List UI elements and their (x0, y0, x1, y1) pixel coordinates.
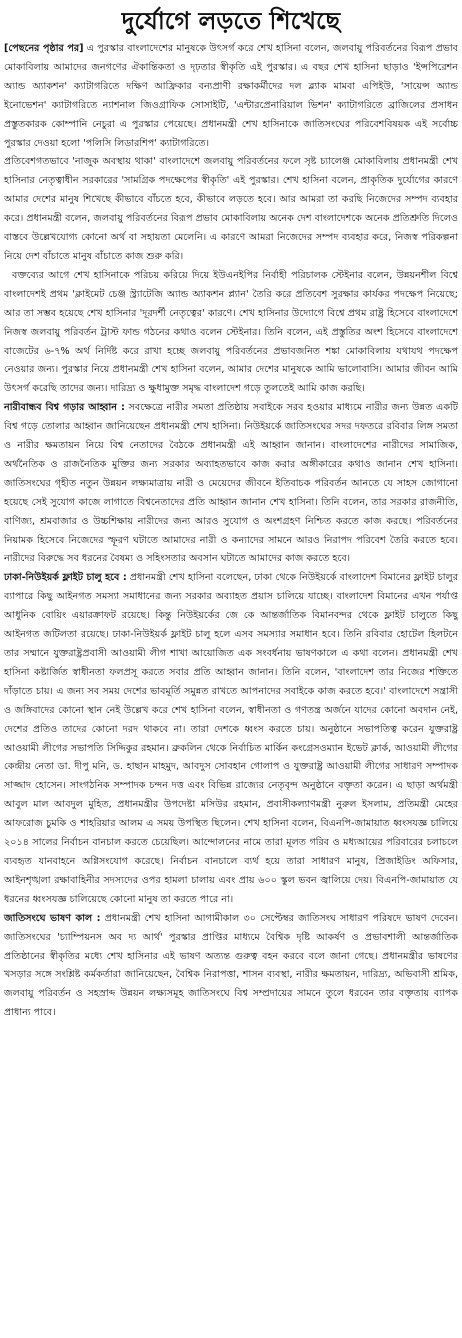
paragraph-text: প্রতিবেশগতভাবে 'নাজুক অবস্থায় থাকা' বাংলাদেশে জলবায়ু পরিবর্তনের ফলে সৃষ্ট চ্যালেঞ্জ মোকাবিলায় প্রধানমন্ত্রী শেখ হাসিনার নেতৃত্বাধীন সরকারের 'সামগ্রিক পদক্ষেপের স্বীকৃতি' এই পুরস্কার। শেখ হাসিনা বলেন, প্রাকৃতিক দুর্যোগের কারণে আমার দেশের মানুষ শিখেছে কীভাবে বাঁচতে হবে, কীভাবে লড়তে হবে। আর আমরা তা করছি নিজেদের সম্পদ ব্যবহার করে। প্রধানমন্ত্রী বলেন, জলবায়ু পরিবর্তনের বিরূপ প্রভাব মোকাবিলায় অনেক দেশ বাংলাদেশকে অনেক প্রতিশ্রুতি দিলেও বাস্তবে উল্লেখযোগ্য কোনো অর্থ বা সহায়তা মেলেনি। এ কারণে আমরা নিজেদের সম্পদ ব্যবহার করে, নিজস্ব পরিকল্পনা নিয়ে দেশ বাঁচাতে মানুষ বাঁচাতে কাজ শুরু করি। (4, 156, 458, 262)
continuation-kicker: [পেছনের পৃষ্ঠার পর] (4, 43, 84, 54)
article-paragraph-3 (4, 267, 458, 399)
article-paragraph-5 (4, 569, 458, 909)
paragraph-text: বক্তব্যের আগে শেখ হাসিনাকে পরিচয় করিয়ে দিয়ে ইউএনইপির নির্বাহী পরিচালক স্টেইনার বলেন, উন্নয়নশীল বিশ্বে বাংলাদেশই প্রথম 'ক্লাইমেট চেঞ্জ স্ট্র্যাটেজি অ্যান্ড অ্যাকশন প্ল্যান' তৈরি করে প্রতিবেশ সুরক্ষার কার্যকর পদক্ষেপ নিয়েছে; আর তা সম্ভব হয়েছে শেখ হাসিনার 'দূরদর্শী নেতৃত্বের' কারণে। শেখ হাসিনার উদ্যোগে বিশ্বে প্রথম রাষ্ট্র হিসেবে বাংলাদেশে নিজস্ব জলবায়ু পরিবর্তন ট্রাস্ট ফান্ড গঠনের কথাও বলেন স্টেইনার। তিনি বলেন, এই প্রস্তুতির অংশ হিসেবে বাংলাদেশে বাজেটের ৬-৭% অর্থ নির্দিষ্ট করে রাখা হচ্ছে জলবায়ু পরিবর্তনের প্রভাবজনিত শঙ্কা মোকাবিলায় যথাযথ পদক্ষেপ নেওয়ার জন্য। পুরস্কার নিয়ে প্রধানমন্ত্রী শেখ হাসিনা বলেন, আমার দেশের মানুষকে আমি ভালোবাসি। আমার জীবন আমি উৎসর্গ করেছি তাদের জন্য। দারিদ্র্য ও ক্ষুধামুক্ত সমৃদ্ধ বাংলাদেশ গড়ে তুলতেই আমি কাজ করছি। (4, 269, 458, 395)
news-article (4, 0, 458, 1338)
article-body (4, 40, 458, 1023)
section-lead-in: ঢাকা-নিউইয়র্ক ফ্লাইট চালু হবে : (4, 572, 127, 584)
paragraph-text: প্রধানমন্ত্রী শেখ হাসিনা বলেছেন, ঢাকা থেকে নিউইয়র্কে বাংলাদেশ বিমানের ফ্লাইট চালুর ব্যাপারে কিছু আইনগত সমস্যা সমাধানের জন্য সরকার অব্যাহত প্রয়াস চালিয়ে যাচ্ছে। বাংলাদেশ বিমানের এখন পর্যাপ্ত আধুনিক বোয়িং এয়ারক্রাফট রয়েছে। কিন্তু নিউইয়র্কের জে কে আন্তর্জাতিক বিমানবন্দর থেকে ফ্লাইট চালুতে কিছু আইনগত জটিলতা রয়েছে। ঢাকা-নিউইয়র্ক ফ্লাইট চালু হলে এসব সমস্যার সমাধান হবে। তিনি রবিবার হোটেল হিলটনে তার সম্মানে যুক্তরাষ্ট্রপ্রবাসী আওয়ামী লীগ শাখা আয়োজিত এক সংবর্ধনায় ভাষণকালে এ কথা বলেন। প্রধানমন্ত্রী শেখ হাসিনা কষ্টার্জিত স্বাধীনতা ফলপ্রসূ করতে সবার প্রতি আহ্বান জানান। তিনি বলেন, 'বাংলাদেশ তার নিজের শক্তিতে দাঁড়াতে চায়। এ জন্য সব সময় দেশের ভাবমূর্তি সমুন্নত রাখতে আপনাদের সবাইকে কাজ করতে হবে।' বাংলাদেশে সন্ত্রাসী ও জঙ্গিবাদের কোনো স্থান নেই উল্লেখ করে শেখ হাসিনা বলেন, স্বাধীনতা ও গণতন্ত্র অর্জনে যাদের কোনো অবদান নেই, দেশের প্রতিও তাদের কোনো দরদ থাকবে না। তারা দেশকে ধ্বংস করতে চায়। অনুষ্ঠানে সভাপতিত্ব করেন যুক্তরাষ্ট্র আওয়ামী লীগের সভাপতি সিদ্দিকুর রহমান। ব্রুকলিন থেকে নির্বাচিত মার্কিন কংগ্রেসওম্যান ইভেট ক্লার্ক, আওয়ামী লীগের কেন্দ্রীয় নেতা ডা. দীপু মনি, ড. হাছান মাহমুদ, আবদুস সোবহান গোলাপ ও যুক্তরাষ্ট্র আওয়ামী লীগের সাধারণ সম্পাদক সাজ্জাদ হোসেন। সাংগঠনিক সম্পাদক চন্দন দত্ত এবং বিভিন্ন রাজ্যের নেতৃবৃন্দ অনুষ্ঠানে বক্তৃতা করেন। এ ছাড়া অর্থমন্ত্রী আবুল মাল আবদুল মুহিত, প্রধানমন্ত্রীর উপদেষ্টা মসিউর রহমান, প্রবাসীকল্যাণমন্ত্রী নুরুল ইসলাম, প্রতিমন্ত্রী মেহের আফরোজ চুমকি ও শাহরিয়ার আলম এ সময় উপস্থিত ছিলেন। শেখ হাসিনা বলেন, বিএনপি-জামায়াত ধ্বংসযজ্ঞ চালিয়ে ২০১৪ সালের নির্বাচন বানচাল করতে চেয়েছিল। আন্দোলনের নামে তারা মূলত গরিব ও মধ্যআয়ের পরিবারের চলাচলে ব্যবহৃত যানবাহনে অগ্নিসংযোগ করেছে। নির্বাচন বানচালে ব্যর্থ হয়ে তারা সাধারণ মানুষ, প্রিজাইডিং অফিসার, আইনশৃঙ্খলা রক্ষাবাহিনীর সদস্যদের ওপর হামলা চালায় এবং প্রায় ৬০০ স্কুল ভবন জ্বালিয়ে দেয়। বিএনপি-জামায়াত যে ধরনের ধ্বংসযজ্ঞ চালিয়েছে কোনো মানুষ তা করতে পারে না। (4, 572, 458, 905)
article-paragraph-6 (4, 910, 458, 1023)
article-paragraph-4 (4, 399, 458, 569)
article-headline: দুর্যোগে লড়তে শিখেছে (121, 7, 341, 35)
section-lead-in: নারীবান্ধব বিশ্ব গড়ার আহ্বান : (4, 402, 125, 414)
paragraph-text: প্রধানমন্ত্রী শেখ হাসিনা আগামীকাল ৩০ সেপ্টেম্বর জাতিসংঘ সাধারণ পরিষদে ভাষণ দেবেন। জাতিসংঘের 'চ্যাম্পিয়নস অব দ্য আর্থ' পুরস্কার প্রাপ্তির মাধ্যমে বৈশ্বিক দৃষ্টি আকর্ষণ ও প্রভাবশালী আন্তর্জাতিক প্রতিষ্ঠানের স্বীকৃতির মধ্যে শেখ হাসিনার এই ভাষণ অত্যন্ত গুরুত্ব বহন করবে বলে জানা গেছে। প্রধানমন্ত্রীর ভাষণের খসড়ার সঙ্গে সংশ্লিষ্ট কর্মকর্তারা জানিয়েছেন, বৈশ্বিক নিরাপত্তা, শাসন ব্যবস্থা, নারীর ক্ষমতায়ন, দারিদ্র্য, অভিবাসী শ্রমিক, জলবায়ু পরিবর্তন ও সহস্রাব্দ উন্নয়ন লক্ষ্যসমূহ জাতিসংঘে বিশ্ব সম্প্রদায়ের সামনে তুলে ধরবেন তার বক্তৃতায় ব্যাপক প্রাধান্য পাবে। (4, 912, 459, 1019)
article-paragraph-2 (4, 153, 458, 266)
paragraph-text: এ পুরস্কার বাংলাদেশের মানুষকে উৎসর্গ করে শেখ হাসিনা বলেন, জলবায়ু পরিবর্তনের বিরূপ প্রভাব মোকাবিলায় আমাদের জনগণের ঐকান্তিকতা ও দৃঢ়তার স্বীকৃতি এই পুরস্কার। এ বছর শেখ হাসিনা ছাড়াও 'ইন্সপিরেশন অ্যান্ড অ্যাকশন' ক্যাটাগরিতে দক্ষিণ আফ্রিকার বন্যপ্রাণী রক্ষাকর্মীদের দল ব্ল্যাক মামবা এপিইউ, 'সায়েন্স অ্যান্ড ইনোভেশন' ক্যাটাগরিতে ন্যাশনাল জিওগ্রাফিক সোসাইটি, 'এন্টারপ্রেনারিয়াল ভিশন' ক্যাটাগরিতে ব্রাজিলের প্রসাধন প্রস্তুতকারক কোম্পানি নেচুরা এ পুরস্কার পেয়েছে। প্রধানমন্ত্রী শেখ হাসিনাকে জাতিসংঘের পরিবেশবিষয়ক এই সর্বোচ্চ পুরস্কার দেওয়া হলো 'পলিসি লিডারশিপ' ক্যাটাগরিতে। (4, 43, 459, 149)
paragraph-text: সবক্ষেত্রে নারীর সমতা প্রতিষ্ঠায় সবাইকে সরব হওয়ার মাধ্যমে নারীর জন্য উন্নত একটি বিশ্ব গড়ে তোলার আহ্বান জানিয়েছেন প্রধানমন্ত্রী শেখ হাসিনা। নিউইয়র্কে জাতিসংঘের সদর দফতরে রবিবার লিঙ্গ সমতা ও নারীর ক্ষমতায়ন নিয়ে বিশ্ব নেতাদের বৈঠকে প্রধানমন্ত্রী এই আহ্বান জানান। বাংলাদেশের নারীদের সামাজিক, অর্থনৈতিক ও রাজনৈতিক মুক্তির জন্য সরকার অব্যাহতভাবে কাজ করার অঙ্গীকারের কথাও জানান শেখ হাসিনা। জাতিসংঘের গৃহীত নতুন উন্নয়ন লক্ষ্যমাত্রায় নারী ও মেয়েদের জীবনে ইতিবাচক পরিবর্তন আনতে যে সাহস জোগানো হয়েছে সেই সুযোগ কাজে লাগাতে বিশ্বনেতাদের প্রতি আহ্বান জানান শেখ হাসিনা। তিনি বলেন, তার সরকার রাজনীতি, বাণিজ্য, শ্রমবাজার ও উচ্চশিক্ষায় নারীদের জন্য আরও সুযোগ ও অংশগ্রহণ নিশ্চিত করতে কাজ করছে। পরিবর্তনের নিয়ামক হিসেবে নিজেদের স্ফূরণ ঘটাতে আমাদের নারী ও কন্যাদের সামনে আরও নিরাপদ পরিবেশ তৈরি করতে হবে। নারীদের বিরুদ্ধে সব ধরনের বৈষম্য ও সহিংসতার অবসান ঘটাতে আমাদের কাজ করতে হবে। (4, 402, 458, 565)
article-paragraph-1 (4, 40, 458, 153)
section-lead-in: জাতিসংঘে ভাষণ কাল : (4, 912, 101, 924)
